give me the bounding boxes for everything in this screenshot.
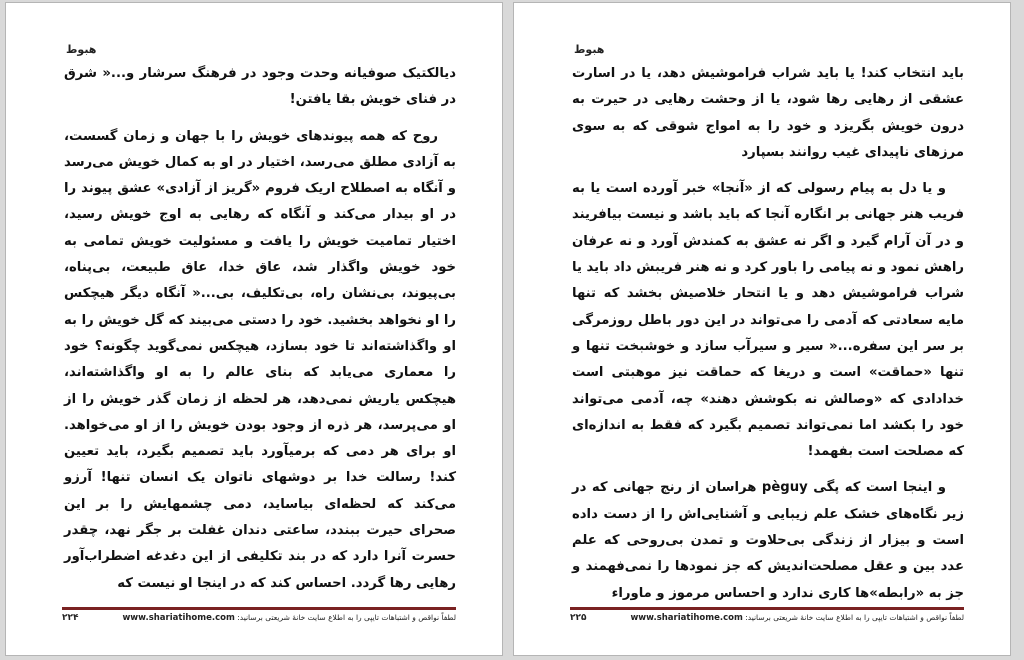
- page-left: [5, 2, 503, 656]
- page-number: ۲۲۴: [62, 613, 79, 623]
- page-right: [513, 2, 1011, 656]
- paragraph: و یا دل به پیام رسولی که از «آنجا» خبر آورده است یا به فریب هنر جهانی بر انگاره آنجا که باید باشد و نیست بیافریند و در آن آرام گیرد و اگر نه عشق به کمندش آورد و نه عرفان راهش نمود و نه پیامی را باور کرد و نه هنر فریبش داد باید یا شراب فراموشیش دهد و یا انتحار خلاصیش بخشد که تنها مایه سعادتی که آدمی را می‌تواند در این دور باطل روزمرگی بر سر این سفره...« سیر و سیرآب سازد و خوشبخت تنها و تنها «حماقت» است و دریغا که حماقت نیز موهبتی است خدادادی که «وصالش نه بکوشش دهند» چه، آدمی می‌تواند خود را بکشد اما نمی‌تواند تصمیم بگیرد که فقط به اندازه‌ای که مصلحت است بفهمد!: [572, 181, 964, 460]
- page-number: ۲۲۵: [570, 613, 587, 623]
- footer-notice-text: لطفاً نواقص و اشتباهات تایپی را به اطلاع سایت خانهٔ شریعتی برسانید:: [745, 613, 964, 622]
- body-text: [572, 61, 964, 617]
- footer-rule: [62, 607, 456, 610]
- paragraph: و اینجا است که پگی pèguy هراسان از رنج جهانی که در زیر نگاه‌های خشک علم زیبایی و آشنایی‌اش را از دست داده است و بیزار از زندگی بی‌حلاوت و تمدن بی‌روحی که علم عدد بین و عقل مصلحت‌اندیش که جز نمودها را نمی‌فهمند و جز به «رابطه»ها کاری ندارد و احساس مرموز و ماوراء: [572, 480, 964, 601]
- paragraph: باید انتخاب کند! یا باید شراب فراموشیش دهد، یا در اسارت عشقی از رهایی رها شود، یا از وحشت رهایی در حیرت به درون خویش بگریزد و خود را به امواج شوقی که به سوی مرزهای ناپیدای غیب روانند بسپارد: [572, 66, 964, 160]
- running-header: هبوط: [574, 43, 605, 56]
- footer: [62, 613, 456, 627]
- paragraph: روح که همه پیوندهای خویش را با جهان و زمان گسست، به آزادی مطلق می‌رسد، اختیار در او به کمال خویش می‌رسد و آنگاه به اصطلاح اریک فروم «گریز از آزادی» عشق پیوند را در او بیدار می‌کند و آنگاه که رهایی به اوج خویش رسید، اختیار تمامیت خویش را یافت و مسئولیت خویش تمامی به خود خویش واگذار شد، عاق خدا، عاق طبیعت، بی‌پناه، بی‌پیوند، بی‌نشان راه، بی‌تکلیف، بی...« آنگاه دیگر هیچکس را او نخواهد بخشید. خود را دستی می‌بیند که گل خویش را به او واگذاشته‌اند تا خود بسازد، هیچکس نمی‌گوید چگونه؟ خود را معماری می‌یابد که بنای عالم را به او واگذاشته‌اند، هیچکس یاریش نمی‌دهد، هر لحظه از زمان گذر خویش را از او می‌پرسد، هر ذره از وجود بودن خویش را از او می‌خواهد. او برای هر دمی که برمیآورد باید تصمیم بگیرد، باید تعیین کند! رسالت خدا بر دوشهای ناتوان یک انسان تنها! آرزو می‌کند که لحظه‌ای بیاساید، دمی چشمهایش را بر این صحرای حیرت ببندد، ساعتی دندان غفلت بر جگر نهد، چقدر حسرت آنرا دارد که در بند تکلیفی از این دغدغه اضطراب‌آور رهایی رها گردد. احساس کند که در اینجا او نیست که: [64, 128, 456, 591]
- footer-rule: [570, 607, 964, 610]
- footer-notice: [630, 613, 964, 623]
- running-header: هبوط: [66, 43, 97, 56]
- footer-notice-text: لطفاً نواقص و اشتباهات تایپی را به اطلاع سایت خانهٔ شریعتی برسانید:: [237, 613, 456, 622]
- footer-site-link[interactable]: www.shariatihome.com: [630, 613, 743, 623]
- footer-site-link[interactable]: www.shariatihome.com: [122, 613, 235, 623]
- footer-notice: [122, 613, 456, 623]
- body-text: [64, 61, 456, 607]
- paragraph: دیالکتیک صوفیانه وحدت وجود در فرهنگ سرشار و...« شرق در فنای خویش بقا یافتن!: [64, 66, 456, 108]
- footer: [570, 613, 964, 627]
